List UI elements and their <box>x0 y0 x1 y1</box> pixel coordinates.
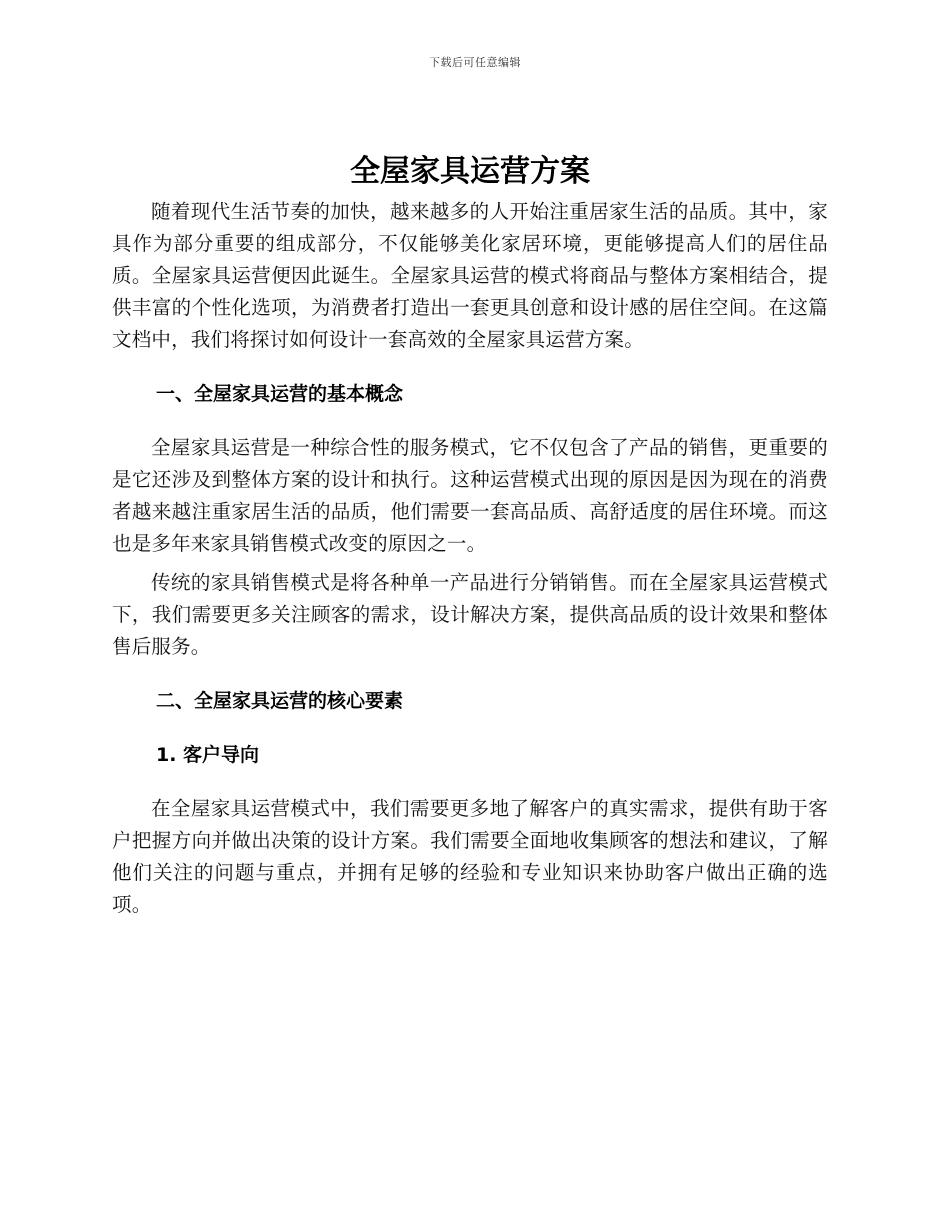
spacer <box>112 410 828 432</box>
section1-paragraph-2: 传统的家具销售模式是将各种单一产品进行分销销售。而在全屋家具运营模式下，我们需要更多关注顾客的需求，设计解决方案，提供高品质的设计效果和整体售后服务。 <box>112 571 828 658</box>
document-title: 全屋家具运营方案 <box>350 154 590 189</box>
spacer <box>112 356 828 378</box>
document-body <box>112 148 828 921</box>
spacer <box>112 717 828 739</box>
section2-sub1-paragraph: 在全屋家具运营模式中，我们需要更多地了解客户的真实需求，提供有助于客户把握方向并做出决策的设计方案。我们需要全面地收集顾客的想法和建议，了解他们关注的问题与重点，并拥有足够的经验和专业知识来协助客户做出正确的选项。 <box>112 797 828 916</box>
section1-heading: 一、全屋家具运营的基本概念 <box>156 383 404 405</box>
header-note: 下载后可任意编辑 <box>429 56 521 69</box>
section1-paragraph-1: 全屋家具运营是一种综合性的服务模式，它不仅包含了产品的销售，更重要的是它还涉及到整体方案的设计和执行。这种运营模式出现的原因是因为现在的消费者越来越注重家居生活的品质，他们需要一套高品质、高舒适度的居住环境。而这也是多年来家具销售模式改变的原因之一。 <box>112 436 828 555</box>
intro-paragraph: 随着现代生活节奏的加快，越来越多的人开始注重居家生活的品质。其中，家具作为部分重要的组成部分，不仅能够美化家居环境，更能够提高人们的居住品质。全屋家具运营便因此诞生。全屋家具运营的模式将商品与整体方案相结合，提供丰富的个性化选项，为消费者打造出一套更具创意和设计感的居住空间。在这篇文档中，我们将探讨如何设计一套高效的全屋家具运营方案。 <box>112 200 828 351</box>
spacer <box>112 771 828 793</box>
spacer <box>112 663 828 685</box>
section2-heading: 二、全屋家具运营的核心要素 <box>156 690 404 712</box>
section2-sub1-heading: 1. 客户导向 <box>156 744 260 766</box>
spacer <box>112 560 828 567</box>
